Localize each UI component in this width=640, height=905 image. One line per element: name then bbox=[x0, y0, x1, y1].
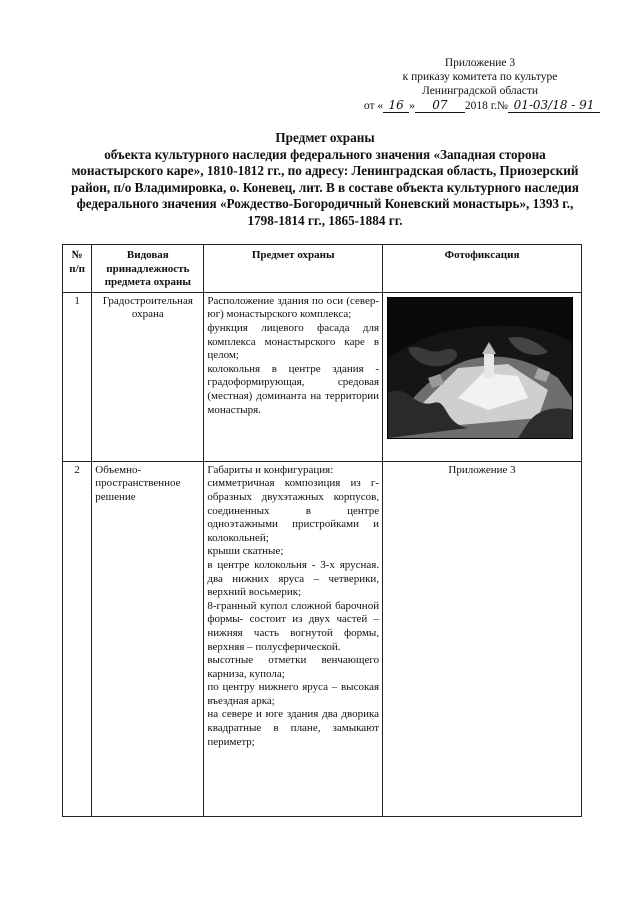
row-subject bbox=[204, 461, 383, 816]
date-year: 2018 г.№ bbox=[464, 100, 508, 112]
subject-line: Габариты и конфигурация: bbox=[207, 463, 334, 476]
subject-line: высотные отметки венчающего карниза, купола; bbox=[207, 654, 380, 680]
header-num: № п/п bbox=[63, 245, 92, 293]
header-subject: Предмет охраны bbox=[204, 245, 383, 293]
aerial-photo-image bbox=[388, 298, 572, 438]
subject-line: колокольня в центре здания - градоформирующая, средовая (местная) доминанта на территории монастыря. bbox=[207, 362, 380, 416]
date-prefix: от « bbox=[363, 100, 384, 112]
header-photo: Фотофиксация bbox=[383, 245, 582, 293]
row-subject bbox=[204, 292, 383, 461]
table-header-row bbox=[63, 245, 582, 293]
date-day: 16 bbox=[383, 98, 409, 113]
subject-line: симметричная композиция из г-образных двухэтажных корпусов, соединенных в центре одноэтажными пристройками и колокольней; bbox=[207, 477, 380, 544]
subject-line: 8-гранный купол сложной барочной формы- состоит из двух частей – нижняя часть вогнутой формы, верхняя – полусферической. bbox=[207, 599, 380, 653]
row-num: 2 bbox=[63, 461, 92, 816]
row-photo-reference: Приложение 3 bbox=[383, 461, 582, 816]
date-month: 07 bbox=[415, 98, 465, 113]
table-row bbox=[63, 461, 582, 816]
date-mid: » bbox=[409, 100, 415, 112]
subject-line: функция лицевого фасада для комплекса монастырского каре в целом; bbox=[207, 321, 380, 362]
row-photo bbox=[383, 292, 582, 461]
aerial-photo bbox=[387, 297, 573, 439]
subject-line: крыши скатные; bbox=[207, 545, 284, 558]
annex-region-line: Ленинградской области bbox=[421, 85, 539, 97]
order-number: 01-03/18 - 91 bbox=[508, 98, 600, 113]
row-type: Градостроительная охрана bbox=[92, 292, 204, 461]
annex-date-line bbox=[360, 98, 600, 113]
document-heading bbox=[70, 130, 580, 229]
row-type: Объемно-пространственное решение bbox=[92, 461, 204, 816]
annex-block bbox=[360, 56, 600, 113]
row-num: 1 bbox=[63, 292, 92, 461]
subject-line: в центре колокольня - 3-х ярусная. два нижних яруса – четверики, верхний восьмерик; bbox=[207, 558, 380, 599]
header-type: Видовая принадлежность предмета охраны bbox=[92, 245, 204, 293]
subject-line: на севере и юге здания два дворика квадратные в плане, замыкают периметр; bbox=[207, 708, 380, 748]
subject-line: по центру нижнего яруса – высокая въездная арка; bbox=[207, 681, 380, 707]
protection-table bbox=[62, 244, 582, 817]
heading-subtitle: объекта культурного наследия федерального значения «Западная сторона монастырского каре», 1810-1812 гг., по адресу: Ленинградская область, Приозерский район, п/о Владимировка, о. Коневец, лит. В в составе объекта культурного наследия федерального значения «Рождество-Богородичный Коневский монастырь», 1393 г., 1798-1814 гг., 1865-1884 гг. bbox=[71, 146, 579, 228]
annex-order-line: к приказу комитета по культуре bbox=[402, 71, 558, 83]
annex-title: Приложение 3 bbox=[444, 57, 516, 69]
table-row bbox=[63, 292, 582, 461]
heading-title: Предмет охраны bbox=[275, 130, 375, 145]
subject-line: Расположение здания по оси (север-юг) монастырского комплекса; bbox=[207, 294, 380, 321]
